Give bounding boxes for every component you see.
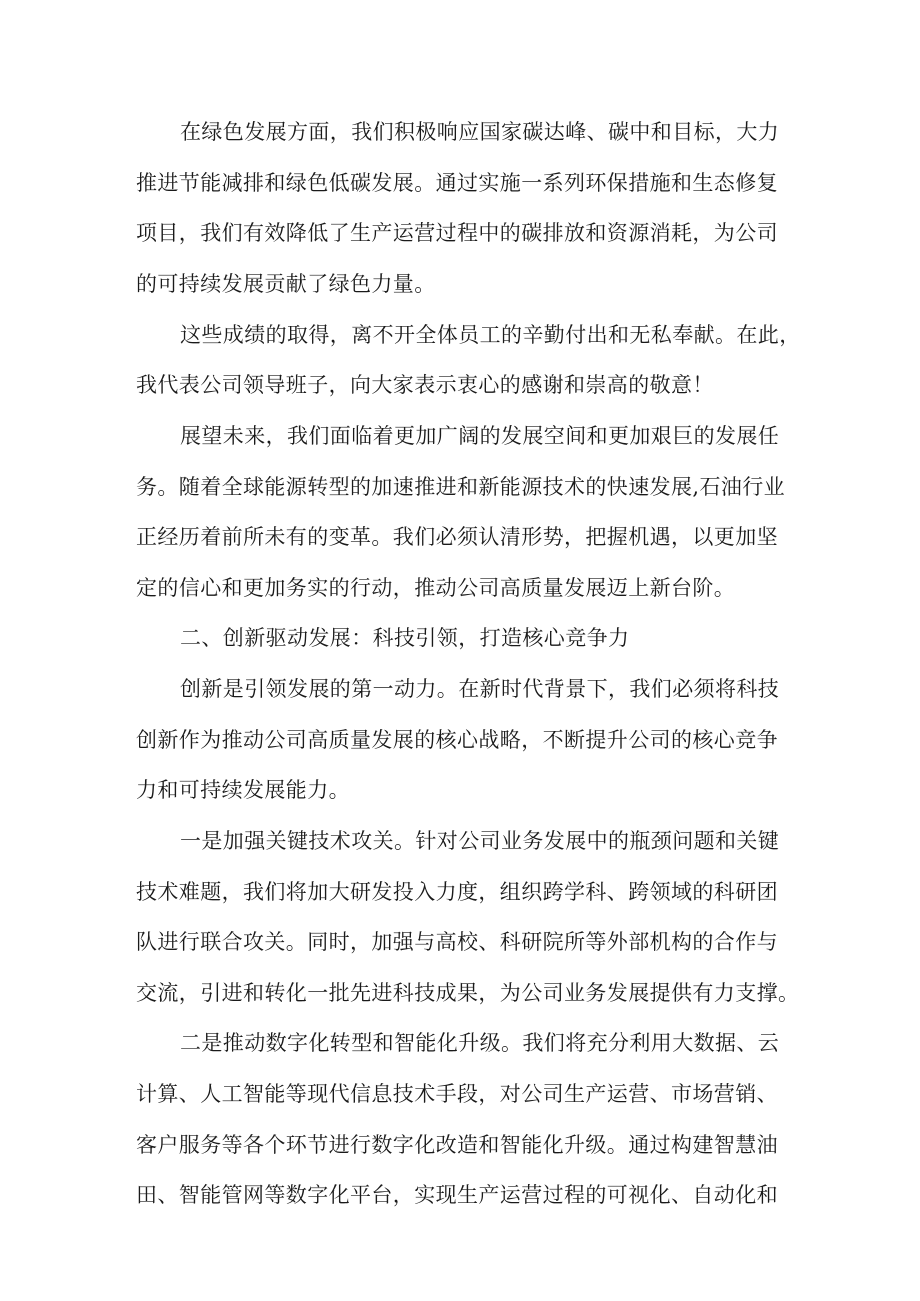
paragraph-key-tech-line-1: 一是加强关键技术攻关。针对公司业务发展中的瓶颈问题和关键 [180, 829, 780, 853]
paragraph-digital-line-2: 计算、人工智能等现代信息技术手段，对公司生产运营、市场营销、 [136, 1082, 778, 1106]
paragraph-outlook-line-3: 正经历着前所未有的变革。我们必须认清形势，把握机遇，以更加坚 [136, 525, 778, 549]
paragraph-thanks-line-2: 我代表公司领导班子，向大家表示衷心的感谢和崇高的敬意！ [136, 373, 714, 397]
paragraph-key-tech-line-3: 队进行联合攻关。同时，加强与高校、科研院所等外部机构的合作与 [136, 930, 778, 954]
paragraph-key-tech-line-4: 交流，引进和转化一批先进科技成果，为公司业务发展提供有力支撑。 [136, 981, 800, 1005]
paragraph-green-development-line-4: 的可持续发展贡献了绿色力量。 [136, 272, 436, 296]
paragraph-green-development-line-2: 推进节能减排和绿色低碳发展。通过实施一系列环保措施和生态修复 [136, 171, 778, 195]
section-heading-innovation: 二、创新驱动发展：科技引领，打造核心竞争力 [180, 626, 630, 650]
paragraph-green-development-line-3: 项目，我们有效降低了生产运营过程中的碳排放和资源消耗，为公司 [136, 221, 778, 245]
paragraph-outlook-line-4: 定的信心和更加务实的行动，推动公司高质量发展迈上新台阶。 [136, 576, 736, 600]
paragraph-digital-line-4: 田、智能管网等数字化平台，实现生产运营过程的可视化、自动化和 [136, 1183, 778, 1207]
paragraph-outlook-line-1: 展望未来，我们面临着更加广阔的发展空间和更加艰巨的发展任 [180, 424, 780, 448]
paragraph-digital-line-3: 客户服务等各个环节进行数字化改造和智能化升级。通过构建智慧油 [136, 1133, 778, 1157]
paragraph-innovation-line-2: 创新作为推动公司高质量发展的核心战略，不断提升公司的核心竞争 [136, 728, 778, 752]
paragraph-innovation-line-3: 力和可持续发展能力。 [136, 778, 350, 802]
paragraph-key-tech-line-2: 技术难题，我们将加大研发投入力度，组织跨学科、跨领域的科研团 [136, 880, 778, 904]
paragraph-digital-line-1: 二是推动数字化转型和智能化升级。我们将充分利用大数据、云 [180, 1031, 780, 1055]
paragraph-outlook-line-2: 务。随着全球能源转型的加速推进和新能源技术的快速发展,石油行业 [136, 475, 786, 499]
paragraph-green-development-line-1: 在绿色发展方面，我们积极响应国家碳达峰、碳中和目标，大力 [180, 120, 780, 144]
paragraph-innovation-line-1: 创新是引领发展的第一动力。在新时代背景下，我们必须将科技 [180, 677, 780, 701]
paragraph-thanks-line-1: 这些成绩的取得，离不开全体员工的辛勤付出和无私奉献。在此， [180, 323, 801, 347]
